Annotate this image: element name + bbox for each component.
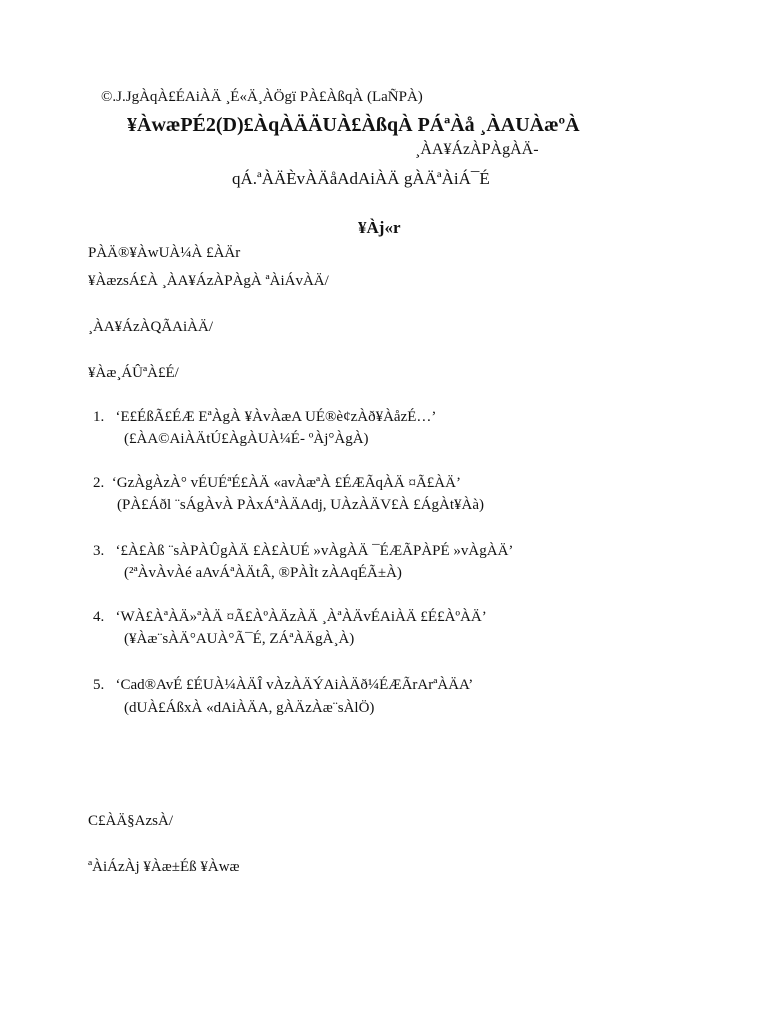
list-item-title-text: ‘£À£Àß ¨sÀPÀÛgÀÄ £À£ÀUÉ »vÀgÀÄ ¯ÉÆÃPÀPÉ »vÀgÀÄ’ — [115, 543, 514, 559]
field-3: ¸ÀA¥ÁzÀQÃAiÀÄ/ — [88, 319, 213, 335]
list-item-1-title — [93, 409, 436, 426]
list-item-number: 5. — [93, 677, 105, 693]
field-6: ªÀiÁzÀj ¥Àæ±Éß ¥Àwæ — [88, 859, 240, 875]
field-2: ¥ÀæzsÁ£À ¸ÀA¥ÁzÀPÀgÀ ªÀiÁvÀÄ/ — [88, 273, 329, 289]
field-1: PÀÄ®¥ÀwUÀ¼À £ÀÄr — [88, 245, 241, 261]
field-4: ¥Àæ¸ÁÛªÀ£É/ — [88, 365, 179, 381]
list-item-5-title — [93, 677, 473, 694]
list-item-3-subtitle: (²ªÀvÀvÀé aAvÁªÀÄtÂ, ®PÀÌt zÀAqÉÃ±À) — [124, 565, 402, 581]
office-line: ©.J.JgÀqÀ£ÉAiÀÄ ¸É«Ä¸ÀÖgï PÀ£ÀßqÀ (LaÑPÀ) — [101, 89, 423, 105]
list-item-number: 4. — [93, 609, 105, 625]
list-item-title-text: ‘GzÀgÀzÀ° vÉUÉªÉ£ÀÄ «avÀæªÀ £ÉÆÃqÀÄ ¤Ã£ÀÄ’ — [111, 475, 461, 491]
list-item-2-title — [93, 475, 461, 492]
list-item-number: 3. — [93, 543, 105, 559]
list-item-1-subtitle: (£ÀA©AiÀÄtÚ£ÀgÀUÀ¼É- ºÀj°ÀgÀ) — [124, 431, 369, 447]
subtitle-editors-label: ¸ÀA¥ÁzÀPÀgÀÄ- — [415, 141, 539, 158]
field-5: C£ÀÄ§AzsÀ/ — [88, 813, 173, 829]
list-item-title-text: ‘E£ÉßÃ£ÉÆ EªÀgÀ ¥ÀvÀæA UÉ®è¢zÀð¥ÀåzÉ…’ — [115, 409, 437, 425]
list-item-2-subtitle: (PÀ£Áðl ¨sÁgÀvÀ PÀxÁªÀÄAdj, UÀzÀÄV£À £ÁgÀt¥Àà) — [117, 497, 485, 513]
list-item-4-title — [93, 609, 487, 626]
list-item-3-title — [93, 543, 513, 560]
list-item-title-text: ‘WÀ£ÀªÀÄ»ªÀÄ ¤Ã£ÀºÀÄzÀÄ ¸ÀªÀÄvÉAiÀÄ £É£ÀºÀÄ’ — [115, 609, 487, 625]
document-title: ¥ÀwæPÉ2(D)£ÀqÀÄÄUÀ£ÀßqÀ PÁªÀå ¸ÀAUÀæºÀ — [127, 114, 580, 136]
list-item-title-text: ‘Cad®AvÉ £ÉUÀ¼ÀÄÎ vÀzÀÄÝAiÀÄð¼ÉÆÃrArªÀÄA’ — [115, 677, 474, 693]
section-heading: ¥Àj«r — [358, 218, 401, 237]
list-item-number: 2. — [93, 475, 105, 491]
subtitle-editor-name: qÁ.ªÀÄÈvÀÄåAdAiÀÄ gÀÄªÀiÁ¯É — [232, 169, 490, 188]
list-item-number: 1. — [93, 409, 105, 425]
list-item-5-subtitle: (dUÀ£ÁßxÀ «dAiÀÄA, gÀÄzÀæ¨sÀlÖ) — [124, 700, 375, 716]
list-item-4-subtitle: (¥Àæ¨sÀÄ°AUÀ°Ã¯É, ZÁªÀÄgÀ¸À) — [124, 631, 355, 647]
